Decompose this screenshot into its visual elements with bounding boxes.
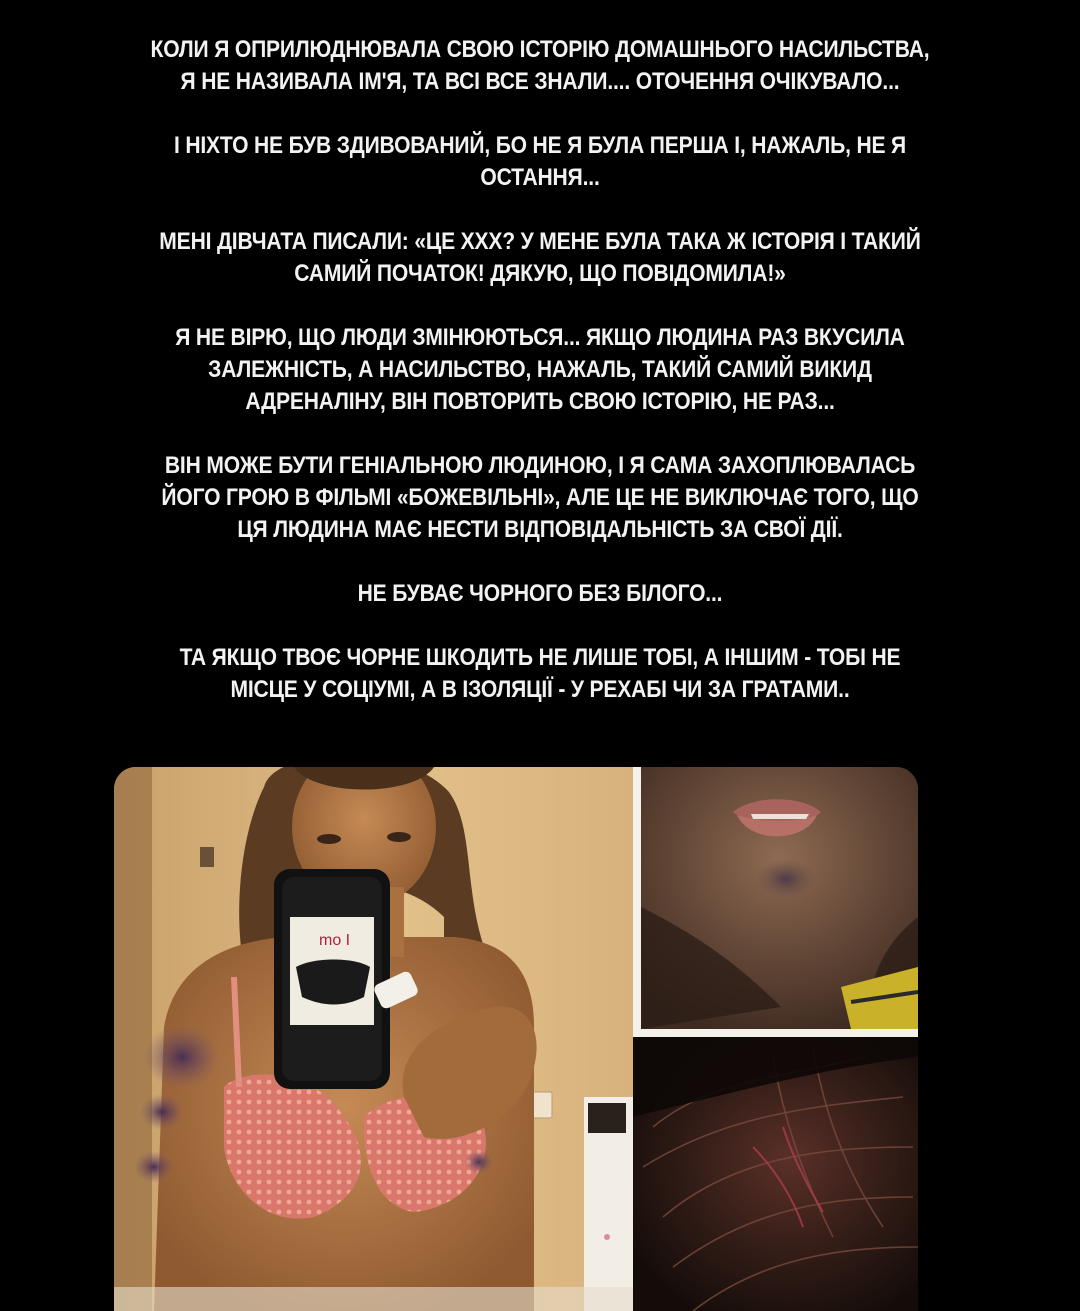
story-line: Я НЕ НАЗИВАЛА ІМ'Я, ТА ВСІ ВСЕ ЗНАЛИ.... ОТОЧЕННЯ ОЧІКУВАЛО... — [180, 68, 900, 95]
story-text — [127, 34, 953, 706]
story-line: ЙОГО ГРОЮ В ФІЛЬМІ «БОЖЕВІЛЬНІ», АЛЕ ЦЕ НЕ ВИКЛЮЧАЄ ТОГО, ЩО — [161, 484, 919, 511]
phone-case-text: mo I — [319, 932, 351, 949]
story-paragraph-3 — [127, 226, 953, 290]
mirror-selfie-illustration — [114, 767, 633, 1311]
story-paragraph-5 — [127, 450, 953, 546]
story-line: МЕНІ ДІВЧАТА ПИСАЛИ: «ЦЕ ХХХ? У МЕНЕ БУЛА ТАКА Ж ІСТОРІЯ І ТАКИЙ — [159, 228, 921, 255]
story-line: ТА ЯКЩО ТВОЄ ЧОРНЕ ШКОДИТЬ НЕ ЛИШЕ ТОБІ, А ІНШИМ - ТОБІ НЕ — [179, 644, 901, 671]
story-paragraph-6 — [127, 578, 953, 610]
story-line: І НІХТО НЕ БУВ ЗДИВОВАНИЙ, БО НЕ Я БУЛА ПЕРША І, НАЖАЛЬ, НЕ Я — [173, 132, 907, 159]
story-line: НЕ БУВАЄ ЧОРНОГО БЕЗ БІЛОГО... — [357, 580, 723, 607]
photo-collage — [114, 767, 918, 1311]
story-line: ЦЯ ЛЮДИНА МАЄ НЕСТИ ВІДПОВІДАЛЬНІСТЬ ЗА СВОЇ ДІЇ. — [237, 516, 843, 543]
story-line: САМИЙ ПОЧАТОК! ДЯКУЮ, ЩО ПОВІДОМИЛА!» — [294, 260, 786, 287]
story-line: Я НЕ ВІРЮ, ЩО ЛЮДИ ЗМІНЮЮТЬСЯ... ЯКЩО ЛЮДИНА РАЗ ВКУСИЛА — [175, 324, 905, 351]
story-line: ЗАЛЕЖНІСТЬ, А НАСИЛЬСТВО, НАЖАЛЬ, ТАКИЙ САМИЙ ВИКИД — [208, 356, 872, 383]
scalp-closeup-illustration — [633, 1037, 918, 1311]
story-line: ВІН МОЖЕ БУТИ ГЕНІАЛЬНОЮ ЛЮДИНОЮ, І Я САМА ЗАХОПЛЮВАЛАСЬ — [164, 452, 916, 479]
lip-closeup-photo — [641, 767, 918, 1029]
story-line: КОЛИ Я ОПРИЛЮДНЮВАЛА СВОЮ ІСТОРІЮ ДОМАШНЬОГО НАСИЛЬСТВА, — [150, 36, 930, 63]
story-paragraph-4 — [127, 322, 953, 418]
story-line: ОСТАННЯ... — [480, 164, 600, 191]
story-paragraph-2 — [127, 130, 953, 194]
scalp-closeup-photo — [633, 1037, 918, 1311]
story-paragraph-1 — [127, 34, 953, 98]
story-line: МІСЦЕ У СОЦІУМІ, А В ІЗОЛЯЦІЇ - У РЕХАБІ ЧИ ЗА ГРАТАМИ.. — [230, 676, 850, 703]
collage-divider-horizontal — [633, 1029, 918, 1037]
lip-closeup-illustration — [641, 767, 918, 1029]
mirror-selfie-photo — [114, 767, 633, 1311]
story-paragraph-7 — [127, 642, 953, 706]
story-line: АДРЕНАЛІНУ, ВІН ПОВТОРИТЬ СВОЮ ІСТОРІЮ, НЕ РАЗ... — [245, 388, 835, 415]
collage-divider-vertical — [633, 767, 641, 1037]
